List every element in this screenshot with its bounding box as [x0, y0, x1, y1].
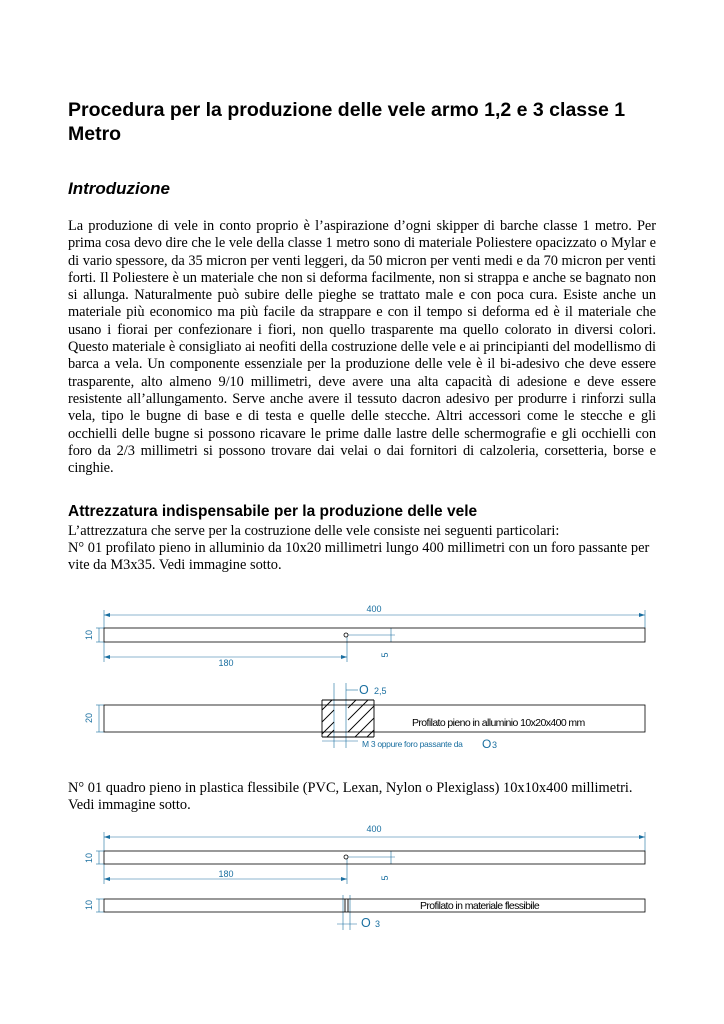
item2-paragraph: N° 01 quadro pieno in plastica flessibile (PVC, Lexan, Nylon o Plexiglass) 10x10x400 millimetri. Vedi immagine sotto.: [68, 780, 633, 814]
hole-marker: [344, 633, 348, 637]
intro-paragraph: La produzione di vele in conto proprio è l’aspirazione d’ogni skipper di barche classe 1 metro. Per prima cosa devo dire che le vele della classe 1 metro sono di materiale Poliestere opacizzato o Mylar e di vario spessore, da 35 micron per venti leggeri, da 50 micron per venti medi e da 70 micron per venti forti. Il Poliestere è un materiale che non si deforma facilmente, non si strappa e anche se bagnato non si allunga. Naturalmente può subire delle pieghe se trattato male e con poca cura. Esiste anche un materiale più economico ma più facile da strappare e con il tempo si deforma ed è il materiale che usano i fiorai per confezionare i fiori, non quello trasparente ma quello colorato in diversi colori. Questo materiale è consigliato ai neofiti della costruzione delle vele e ai principianti del modellismo di barca a vela. Un componente essenziale per la produzione delle vele è il bi-adesivo che deve essere trasparente, alto almeno 9/10 millimetri, deve avere una alta capacità di adesione e deve essere resistente all’allungamento. Serve anche avere il tessuto dacron adesivo per produrre i rinforzi sulla vela, tipo le bugne di base e di testa e quelle delle stecche. Altri accessori come le stecche e gli occhielli delle bugne si possono ricavare le prime dalle lastre delle schermografie e gli occhielli con foro da 2/3 millimetri si possono trovare dai velai o dai fornitori di calzoleria, corsetteria, borse e cinghie.: [68, 218, 656, 477]
plastic-bar-drawing: [0, 820, 724, 935]
thread-label: M 3 oppure foro passante da: [362, 739, 463, 749]
plastic-section-height-dimension: 10: [84, 899, 94, 911]
plastic-diameter-symbol: O: [361, 916, 371, 930]
tools-intro-paragraph: L’attrezzatura che serve per la costruzione delle vele consiste nei seguenti particolari:: [68, 523, 560, 539]
plastic-bar-side-view: [104, 899, 645, 912]
plastic-offset-dimension: 180: [218, 869, 234, 879]
length-dimension: 400: [366, 604, 382, 614]
offset-dimension: 180: [218, 658, 234, 668]
intro-heading: Introduzione: [68, 179, 170, 198]
tools-heading: Attrezzatura indispensabile per la produzione delle vele: [68, 503, 478, 520]
plastic-length-dimension: 400: [366, 824, 382, 834]
plastic-bar-top-view: [104, 851, 645, 864]
thread-size: 3: [492, 740, 498, 750]
hole-offset-dimension: 5: [380, 652, 390, 658]
plastic-hole-marker: [344, 855, 348, 859]
height-dimension: 10: [84, 629, 94, 641]
diameter-symbol: O: [359, 683, 369, 697]
bar-caption: Profilato pieno in alluminio 10x20x400 mm: [412, 717, 585, 729]
plastic-bar-caption: Profilato in materiale flessibile: [420, 900, 540, 912]
plastic-hole-offset-dimension: 5: [380, 875, 390, 881]
aluminium-bar-drawing: [0, 600, 724, 760]
item1-paragraph: N° 01 profilato pieno in alluminio da 10x20 millimetri lungo 400 millimetri con un foro passante per vite da M3x35. Vedi immagine sotto.: [68, 540, 650, 574]
plastic-height-dimension: 10: [84, 852, 94, 864]
page-title: Procedura per la produzione delle vele armo 1,2 e 3 classe 1 Metro: [68, 99, 626, 145]
plastic-diameter-dimension: 3: [375, 919, 381, 929]
diameter-dimension: 2,5: [374, 686, 387, 696]
section-height-dimension: 20: [84, 712, 94, 724]
thread-diameter-symbol: O: [482, 737, 492, 751]
